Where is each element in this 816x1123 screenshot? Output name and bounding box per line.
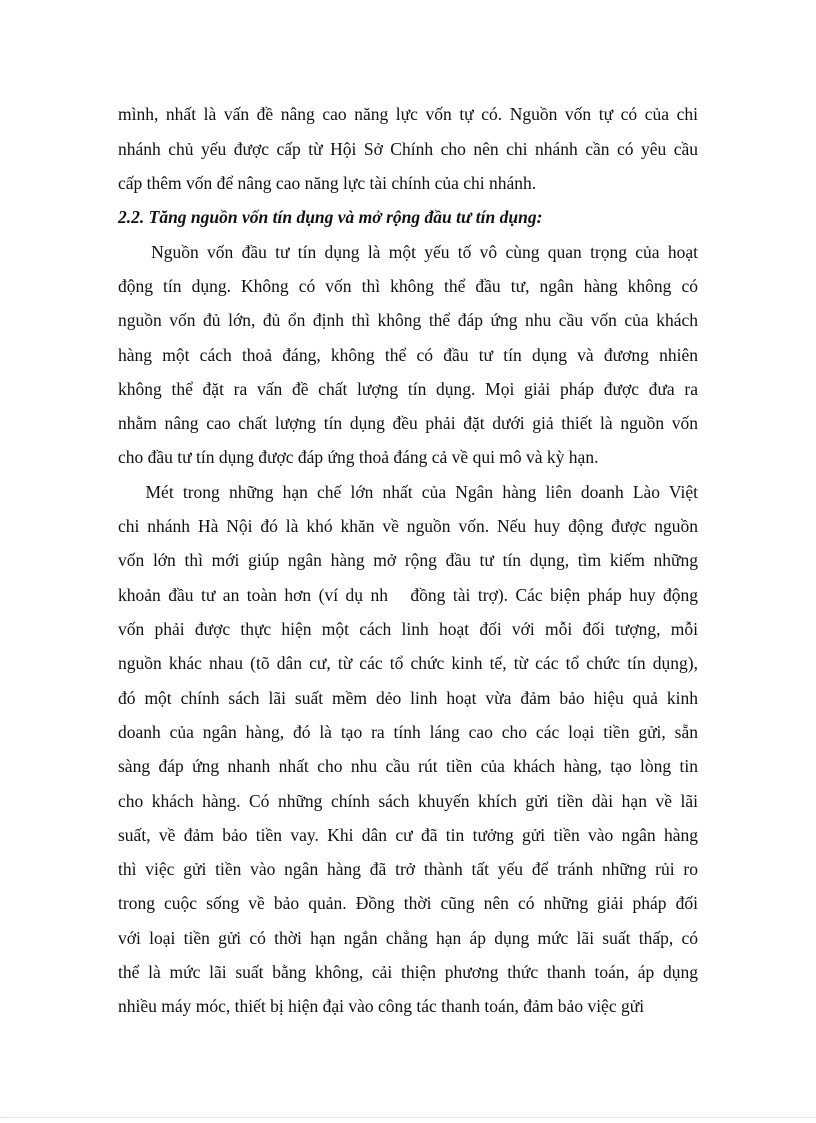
paragraph-line: hàng một cách thoả đáng, không thể có đầu tư tín dụng và đương nhiên (118, 345, 698, 365)
paragraph-line: nhiều máy móc, thiết bị hiện đại vào công tác thanh toán, đảm bảo việc gửi (118, 996, 645, 1016)
paragraph-line: trong cuộc sống về bảo quản. Đồng thời cũng nên có những giải pháp đối (118, 893, 698, 913)
paragraph-line: động tín dụng. Không có vốn thì không thể đầu tư, ngân hàng không có (118, 276, 698, 296)
paragraph-line: nguồn vốn đủ lớn, đủ ổn định thì không thể đáp ứng nhu cầu vốn của khách (118, 310, 698, 330)
paragraph-line: vốn lớn thì mới giúp ngân hàng mở rộng đầu tư tín dụng, tìm kiếm những (118, 550, 698, 570)
paragraph-line: cho đầu tư tín dụng được đáp ứng thoả đáng cả về qui mô và kỳ hạn. (118, 447, 599, 467)
paragraph-line: đó một chính sách lãi suất mềm dẻo linh hoạt vừa đảm bảo hiệu quả kinh (118, 688, 698, 708)
text-line: mình, nhất là vấn đề nâng cao năng lực vốn tự có. Nguồn vốn tự có của chi (118, 104, 698, 124)
paragraph-line: vốn phải được thực hiện một cách linh hoạt đối với mỗi đối tượng, mỗi (118, 619, 698, 639)
paragraph-line: doanh của ngân hàng, đó là tạo ra tính láng cao cho các loại tiền gửi, sẵn (118, 722, 698, 742)
paragraph-line: Mét trong những hạn chế lớn nhất của Ngân hàng liên doanh Lào Việt (118, 482, 698, 502)
paragraph-line: thì việc gửi tiền vào ngân hàng đã trở thành tất yếu để tránh những rủi ro (118, 859, 698, 879)
text-line: cấp thêm vốn để nâng cao năng lực tài chính của chi nhánh. (118, 173, 537, 193)
paragraph-line: sàng đáp ứng nhanh nhất cho nhu cầu rút tiền của khách hàng, tạo lòng tin (118, 756, 698, 776)
paragraph-line: Nguồn vốn đầu tư tín dụng là một yếu tố vô cùng quan trọng của hoạt (118, 242, 698, 262)
paragraph-line: chi nhánh Hà Nội đó là khó khăn về nguồn vốn. Nếu huy động được nguồn (118, 516, 698, 536)
paragraph-line: nguồn khác nhau (tõ dân cư, từ các tổ chức kinh tế, từ các tổ chức tín dụng), (118, 653, 698, 673)
paragraph-line: cho khách hàng. Có những chính sách khuyến khích gửi tiền dài hạn về lãi (118, 791, 698, 811)
paragraph-line: nhằm nâng cao chất lượng tín dụng đều phải đặt dưới giả thiết là nguồn vốn (118, 413, 698, 433)
text-line: nhánh chủ yếu được cấp từ Hội Sở Chính cho nên chi nhánh cần có yêu cầu (118, 139, 698, 159)
page-edge-divider (0, 1117, 816, 1118)
paragraph-line: thể là mức lãi suất bằng không, cải thiện phương thức thanh toán, áp dụng (118, 962, 698, 982)
section-heading: 2.2. Tăng nguồn vốn tín dụng và mở rộng đầu tư tín dụng: (118, 207, 543, 227)
paragraph-line: khoản đầu tư an toàn hơn (ví dụ nh đồng tài trợ). Các biện pháp huy động (118, 585, 698, 605)
paragraph-line: với loại tiền gửi có thời hạn ngắn chẳng hạn áp dụng mức lãi suất thấp, có (118, 928, 698, 948)
paragraph-line: suất, về đảm bảo tiền vay. Khi dân cư đã tin tưởng gửi tiền vào ngân hàng (118, 825, 698, 845)
paragraph-line: không thể đặt ra vấn đề chất lượng tín dụng. Mọi giải pháp được đưa ra (118, 379, 698, 399)
